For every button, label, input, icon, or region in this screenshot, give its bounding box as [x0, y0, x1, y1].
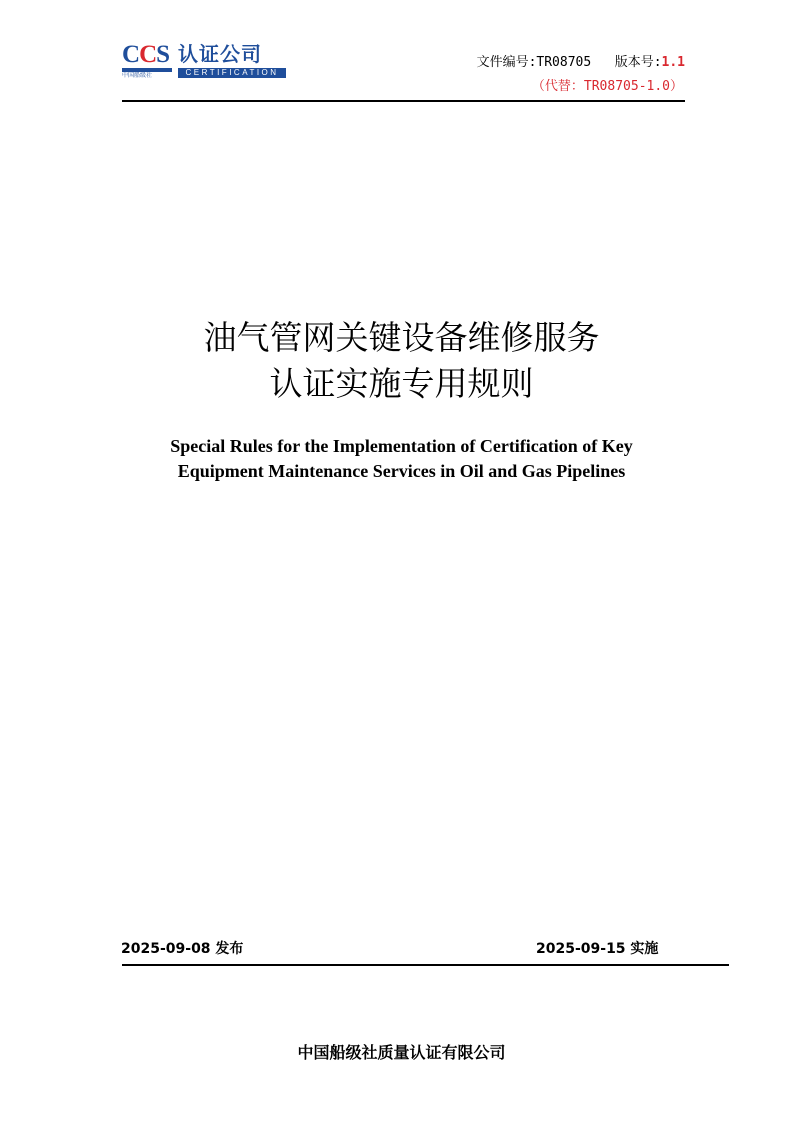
- logo-letter-c1: C: [122, 41, 140, 68]
- title-cn-line2: 认证实施专用规则: [269, 364, 534, 403]
- issue-date: 2025-09-08 发布: [121, 941, 244, 957]
- logo-abbreviation: [122, 42, 169, 67]
- effective-date: 2025-09-15 实施: [536, 941, 659, 957]
- title-en-line1: Special Rules for the Implementation of Certification of Key: [170, 436, 633, 456]
- title-en-line2: Equipment Maintenance Services in Oil and Gas Pipelines: [177, 461, 626, 481]
- version-number: 1.1: [661, 55, 685, 70]
- document-meta: [477, 55, 685, 71]
- doc-number-label: 文件编号:: [476, 55, 537, 70]
- logo-name-cn: 认证公司: [178, 42, 262, 66]
- footer-divider: [122, 964, 729, 966]
- logo-letter-s: S: [156, 41, 170, 68]
- publisher-name: 中国船级社质量认证有限公司: [297, 1043, 506, 1062]
- version-label: 版本号:: [614, 55, 662, 70]
- header-divider: [122, 100, 685, 102]
- company-logo: [122, 42, 290, 80]
- logo-letter-c2: C: [139, 41, 157, 68]
- replaces-note: （代替：TR08705-1.0）: [531, 79, 683, 94]
- logo-certification-bar: CERTIFICATION: [178, 68, 286, 78]
- logo-sub-cn: 中国船级社: [122, 72, 153, 79]
- title-cn-line1: 油气管网关键设备维修服务: [203, 318, 600, 357]
- doc-number: TR08705: [536, 55, 592, 70]
